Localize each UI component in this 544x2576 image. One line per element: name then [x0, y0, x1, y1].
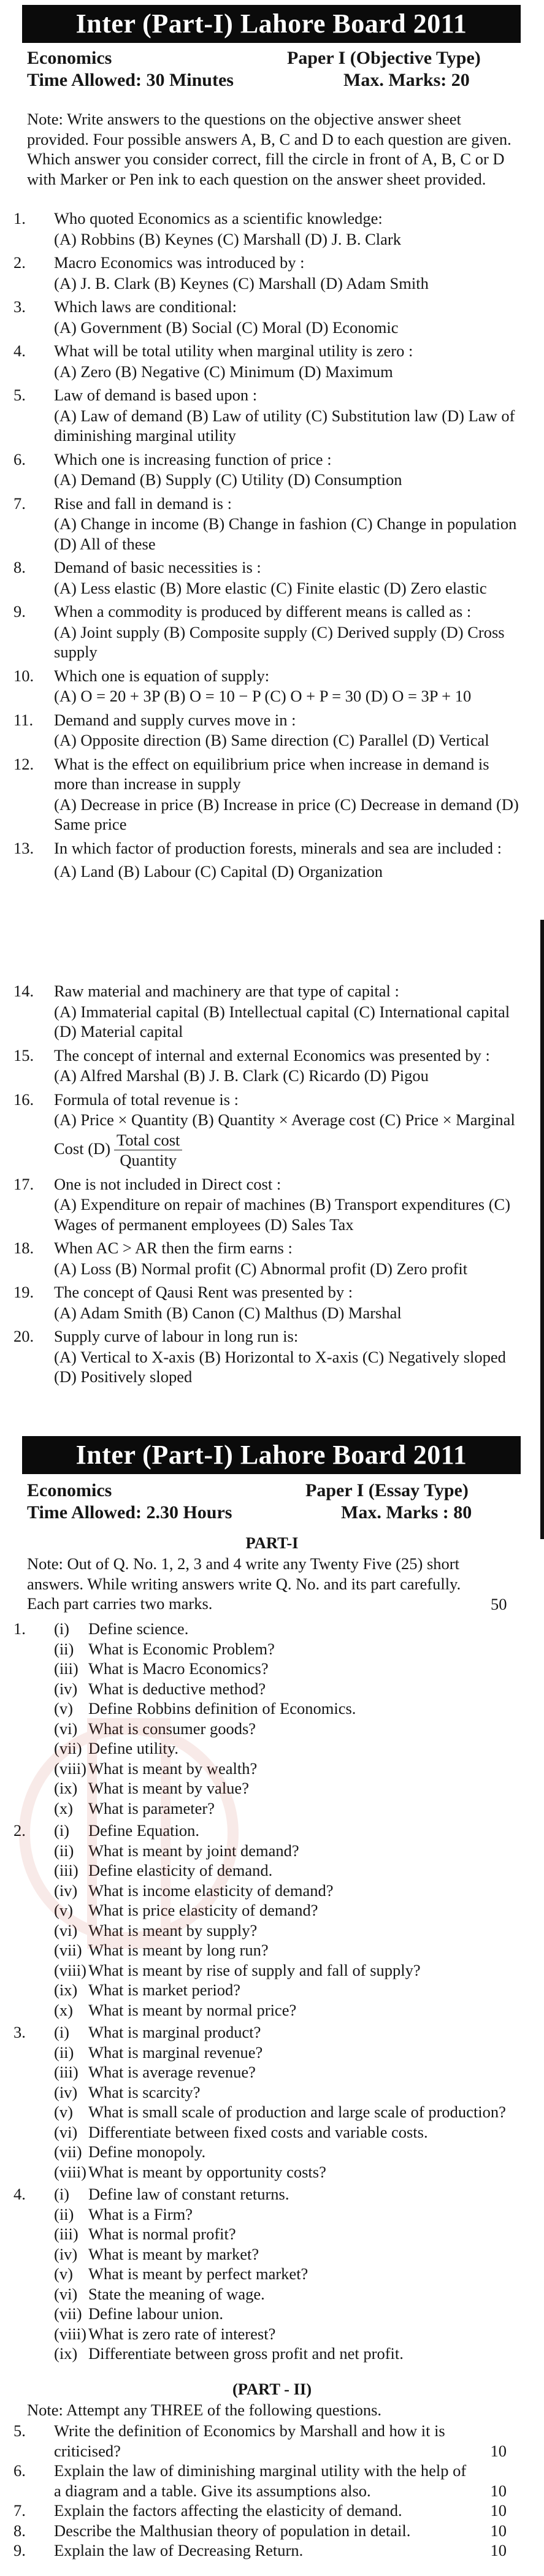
long-question-marks: 10	[490, 2441, 507, 2460]
short-question-part	[54, 2244, 519, 2265]
mcq-number: 15.	[13, 1045, 34, 1064]
long-question-number: 7.	[13, 2501, 26, 2520]
paper1-subject: Economics	[27, 48, 112, 68]
mcq-options	[54, 622, 519, 662]
mcq-options	[54, 686, 519, 706]
long-question-text: Explain the law of diminishing marginal utility with the help of a diagram and a table. Give its assumptions also.	[54, 2461, 467, 2500]
part-text: Define elasticity of demand.	[88, 1861, 273, 1879]
mcq-item	[10, 1090, 519, 1171]
mcq-options-text: (A) O = 20 + 3P (B) O = 10 − P (C) O + P = 30 (D) O = 3P + 10	[54, 687, 472, 705]
mcq-options	[54, 1066, 519, 1086]
part2-note: Note: Attempt any THREE of the following questions.	[27, 2401, 382, 2419]
mcq-options-text: (A) Law of demand (B) Law of utility (C) Substitution law (D) Law of diminishing marginal utility	[54, 406, 515, 445]
short-question-group	[10, 2184, 519, 2364]
part-text: What is zero rate of interest?	[88, 2324, 276, 2343]
part-text: Define science.	[88, 1619, 189, 1638]
mcq-item	[10, 1282, 519, 1323]
mcq-item	[10, 1326, 519, 1387]
mcq-number: 9.	[13, 602, 26, 621]
mcq-number: 18.	[13, 1239, 34, 1257]
part-number: (ix)	[54, 1779, 78, 1797]
mcq-options	[54, 1110, 519, 1171]
part-number: (vii)	[54, 1739, 82, 1757]
part-number: (vii)	[54, 1941, 82, 1959]
part-text: What is meant by joint demand?	[88, 1841, 299, 1860]
part-text: What is meant by opportunity costs?	[88, 2162, 326, 2181]
mcq-number: 3.	[13, 297, 26, 316]
part-number: (v)	[54, 2103, 73, 2121]
part-number: (x)	[54, 2000, 73, 2019]
part-number: (vi)	[54, 1719, 78, 1738]
mcq-options-text: (A) Decrease in price (B) Increase in price (C) Decrease in demand (D) Same price	[54, 795, 519, 833]
part-number: (iv)	[54, 2082, 78, 2101]
part-number: (iv)	[54, 2244, 78, 2263]
part-number: (vi)	[54, 2122, 78, 2141]
fraction-denominator: Quantity	[120, 1151, 177, 1169]
part-text: What is income elasticity of demand?	[88, 1881, 334, 1900]
mcq-item	[10, 838, 519, 858]
part-text: What is Macro Economics?	[88, 1659, 269, 1678]
part-text: What is meant by perfect market?	[88, 2265, 308, 2283]
mcq-question: Rise and fall in demand is :	[54, 494, 232, 513]
part-number: (viii)	[54, 1960, 86, 1979]
short-question-part	[54, 2264, 519, 2284]
paper1-paper-type: Paper I (Objective Type)	[287, 48, 481, 68]
long-question	[10, 2421, 519, 2461]
long-question-marks: 10	[490, 2501, 507, 2520]
mcq-item	[10, 557, 519, 598]
part-text: What is consumer goods?	[88, 1719, 256, 1738]
part-text: What is scarcity?	[88, 2082, 201, 2101]
paper2-time: Time Allowed: 2.30 Hours	[27, 1502, 232, 1523]
mcq-question: Who quoted Economics as a scientific knowledge:	[54, 209, 383, 227]
long-question-marks: 10	[490, 2481, 507, 2500]
mcq-item	[10, 1045, 519, 1086]
part-number: (i)	[54, 1821, 70, 1840]
mcq-question: Which one is equation of supply:	[54, 666, 270, 685]
short-question-number: 2.	[13, 1821, 26, 1840]
mcq-options-text: (A) Alfred Marshal (B) J. B. Clark (C) Ricardo (D) Pigou	[54, 1066, 429, 1085]
mcq-question: Macro Economics was introduced by :	[54, 253, 305, 272]
mcq-question: What is the effect on equilibrium price when increase in demand is more than increase in supply	[54, 754, 489, 793]
part-text: What is price elasticity of demand?	[88, 1901, 318, 1919]
short-question-part	[54, 2304, 519, 2324]
mcq-question: In which factor of production forests, minerals and sea are included :	[54, 838, 502, 857]
short-question-part	[54, 2324, 519, 2344]
page-edge-line	[540, 920, 544, 1539]
part-number: (v)	[54, 1699, 73, 1718]
mcq-options	[54, 406, 519, 446]
part-text: State the meaning of wage.	[88, 2284, 265, 2303]
part-text: What is meant by normal price?	[88, 2000, 297, 2019]
long-question	[10, 2461, 519, 2501]
part-number: (i)	[54, 2185, 70, 2203]
paper1-banner: Inter (Part-I) Lahore Board 2011	[22, 5, 521, 43]
part-text: Define Equation.	[88, 1821, 200, 1840]
long-question-number: 5.	[13, 2421, 26, 2440]
part-text: What is meant by long run?	[88, 1941, 269, 1959]
part1-marks: 50	[491, 1595, 507, 1613]
part-number: (ii)	[54, 1841, 74, 1860]
mcq-item	[10, 494, 519, 554]
part-text: What is normal profit?	[88, 2225, 236, 2243]
paper1-time: Time Allowed: 30 Minutes	[27, 70, 234, 90]
part-text: What is deductive method?	[88, 1679, 266, 1698]
mcq-options-text: (A) Adam Smith (B) Canon (C) Malthus (D) Marshal	[54, 1303, 402, 1322]
long-question	[10, 2501, 519, 2521]
mcq-item	[10, 710, 519, 751]
watermark-logo	[18, 1570, 239, 2097]
mcq-options	[54, 273, 519, 294]
mcq-question: Demand and supply curves move in :	[54, 710, 296, 729]
part-number: (v)	[54, 2265, 73, 2283]
part-text: Define Robbins definition of Economics.	[88, 1699, 356, 1718]
mcq-options-text: (A) Expenditure on repair of machines (B) Transport expenditures (C) Wages of permanent employees (D) Sales Tax	[54, 1195, 511, 1234]
part-text: What is meant by market?	[88, 2244, 259, 2263]
part-number: (iii)	[54, 1659, 79, 1678]
short-question-part	[54, 2284, 519, 2304]
part-text: What is meant by supply?	[88, 1921, 258, 1940]
mcq-item	[10, 297, 519, 337]
short-question-part	[54, 2344, 519, 2364]
part-number: (iv)	[54, 1679, 78, 1698]
mcq-options-text: (A) Price × Quantity (B) Quantity × Average cost (C) Price × Marginal Cost (D)	[54, 1110, 515, 1158]
long-question-text: Write the definition of Economics by Marshall and how it is criticised?	[54, 2421, 445, 2460]
mcq-options-text: (A) Loss (B) Normal profit (C) Abnormal profit (D) Zero profit	[54, 1259, 468, 1278]
part1-title: PART-I	[245, 1534, 299, 1552]
mcq-item	[10, 449, 519, 490]
mcq-options	[54, 1347, 519, 1387]
part-number: (ii)	[54, 2204, 74, 2223]
mcq-item	[10, 341, 519, 381]
long-question-marks: 10	[490, 2541, 507, 2559]
mcq-options-text: (A) Zero (B) Negative (C) Minimum (D) Maximum	[54, 362, 393, 381]
mcq-question: Which laws are conditional:	[54, 297, 237, 316]
short-question-part	[54, 2122, 519, 2142]
part-text: Differentiate between fixed costs and variable costs.	[88, 2122, 428, 2141]
mcq-item	[10, 208, 519, 249]
part-text: What is Economic Problem?	[88, 1639, 275, 1658]
part-text: What is average revenue?	[88, 2063, 256, 2081]
part-text: Define utility.	[88, 1739, 178, 1757]
long-question-text: Describe the Malthusian theory of population in detail.	[54, 2521, 411, 2540]
mcq-number: 1.	[13, 209, 26, 227]
part-text: What is meant by rise of supply and fall of supply?	[88, 1960, 421, 1979]
mcq-number: 20.	[13, 1327, 34, 1345]
mcq-options	[54, 730, 519, 751]
part-number: (viii)	[54, 1759, 86, 1778]
mcq-number: 2.	[13, 253, 26, 272]
short-question-part	[54, 2204, 519, 2225]
mcq-number: 16.	[13, 1090, 34, 1109]
short-question-part	[54, 2162, 519, 2182]
part-text: What is marginal product?	[88, 2023, 261, 2041]
mcq-number: 6.	[13, 449, 26, 468]
mcq-question: When AC > AR then the firm earns :	[54, 1239, 293, 1257]
part-number: (iii)	[54, 1861, 79, 1879]
long-question	[10, 2521, 519, 2541]
part-number: (viii)	[54, 2162, 86, 2181]
mcq-question: Raw material and machinery are that type of capital :	[54, 982, 399, 1000]
objective-questions-part-a	[10, 208, 519, 885]
mcq-number: 4.	[13, 342, 26, 360]
part-number: (iv)	[54, 1881, 78, 1900]
mcq-item	[10, 385, 519, 446]
short-question-part	[54, 2102, 519, 2122]
short-question-number: 1.	[13, 1619, 26, 1638]
paper2-banner: Inter (Part-I) Lahore Board 2011	[22, 1436, 521, 1474]
mcq-options-text: (A) Demand (B) Supply (C) Utility (D) Consumption	[54, 470, 402, 489]
mcq-options	[54, 1194, 519, 1234]
mcq-options	[54, 578, 519, 598]
part-text: Define monopoly.	[88, 2142, 206, 2161]
part-number: (v)	[54, 1901, 73, 1919]
mcq-options	[54, 1303, 519, 1323]
part-number: (vi)	[54, 2284, 78, 2303]
mcq-item	[10, 981, 519, 1042]
mcq-number: 12.	[13, 754, 34, 773]
mcq-number: 13.	[13, 838, 34, 857]
long-question-number: 9.	[13, 2541, 26, 2559]
paper2-paper-type: Paper I (Essay Type)	[305, 1480, 469, 1500]
mcq-number: 5.	[13, 386, 26, 404]
part1-note: Note: Out of Q. No. 1, 2, 3 and 4 write any Twenty Five (25) short answers. While writing answers write Q. No. and its part carefully. Each part carries two marks.	[27, 1554, 461, 1613]
short-question-number: 3.	[13, 2023, 26, 2041]
mcq-number: 10.	[13, 666, 34, 685]
paper2-subject: Economics	[27, 1480, 112, 1500]
mcq-question: Law of demand is based upon :	[54, 386, 258, 404]
mcq-item	[10, 754, 519, 835]
part-number: (x)	[54, 1798, 73, 1817]
part-number: (i)	[54, 2023, 70, 2041]
short-question-part	[54, 2224, 519, 2244]
part-number: (ii)	[54, 1639, 74, 1658]
part-number: (vii)	[54, 2304, 82, 2323]
mcq-options-text: (A) J. B. Clark (B) Keynes (C) Marshall (D) Adam Smith	[54, 273, 429, 292]
part-text: Define law of constant returns.	[88, 2185, 289, 2203]
short-question-part	[54, 2142, 519, 2162]
mcq-options	[54, 1002, 519, 1042]
mcq-options	[54, 514, 519, 554]
short-question-number: 4.	[13, 2185, 26, 2203]
part-text: What is meant by wealth?	[88, 1759, 258, 1778]
part-text: What is meant by value?	[88, 1779, 249, 1797]
mcq-options	[54, 318, 519, 338]
long-questions	[10, 2421, 519, 2561]
part-number: (iii)	[54, 2063, 79, 2081]
mcq-question: The concept of Qausi Rent was presented by :	[54, 1283, 353, 1301]
mcq-question: The concept of internal and external Economics was presented by :	[54, 1045, 490, 1064]
part-text: Differentiate between gross profit and net profit.	[88, 2344, 404, 2363]
part-text: What is parameter?	[88, 1798, 215, 1817]
part-number: (ix)	[54, 2344, 78, 2363]
mcq-options	[54, 1259, 519, 1279]
part-text: What is a Firm?	[88, 2204, 193, 2223]
mcq-item	[10, 862, 519, 882]
part-number: (ii)	[54, 2043, 74, 2062]
total-revenue-fraction	[114, 1130, 182, 1171]
mcq-options-text: (A) Immaterial capital (B) Intellectual capital (C) International capital (D) Material capital	[54, 1002, 510, 1041]
mcq-options-text: (A) Robbins (B) Keynes (C) Marshall (D) J. B. Clark	[54, 229, 401, 248]
mcq-question: One is not included in Direct cost :	[54, 1174, 282, 1193]
mcq-number: 19.	[13, 1283, 34, 1301]
mcq-number: 14.	[13, 982, 34, 1000]
part-text: Define labour union.	[88, 2304, 224, 2323]
long-question	[10, 2540, 519, 2561]
part2-title: (PART - II)	[232, 2380, 312, 2398]
mcq-options-text: (A) Opposite direction (B) Same direction (C) Parallel (D) Vertical	[54, 731, 489, 749]
mcq-options-text: (A) Land (B) Labour (C) Capital (D) Organization	[54, 862, 383, 881]
part-number: (vi)	[54, 1921, 78, 1940]
part-text: What is small scale of production and large scale of production?	[88, 2103, 506, 2121]
part-text: What is marginal revenue?	[88, 2043, 263, 2062]
part-text: What is market period?	[88, 1981, 240, 1999]
mcq-question: Supply curve of labour in long run is:	[54, 1327, 299, 1345]
mcq-options-text: (A) Less elastic (B) More elastic (C) Finite elastic (D) Zero elastic	[54, 578, 487, 597]
mcq-number: 11.	[13, 710, 34, 729]
objective-questions-part-b	[10, 981, 519, 1391]
mcq-question: Demand of basic necessities is :	[54, 558, 261, 576]
long-question-text: Explain the law of Decreasing Return.	[54, 2541, 304, 2559]
paper2-marks: Max. Marks : 80	[341, 1502, 472, 1523]
long-question-text: Explain the factors affecting the elasticity of demand.	[54, 2501, 402, 2520]
long-question-number: 8.	[13, 2521, 26, 2540]
part-number: (ix)	[54, 1981, 78, 1999]
mcq-number: 17.	[13, 1174, 34, 1193]
long-question-marks: 10	[490, 2521, 507, 2540]
mcq-question: Formula of total revenue is :	[54, 1090, 239, 1109]
mcq-options-text: (A) Vertical to X-axis (B) Horizontal to X-axis (C) Negatively sloped (D) Positively sloped	[54, 1347, 506, 1386]
mcq-options	[54, 362, 519, 382]
mcq-item	[10, 666, 519, 706]
mcq-options	[54, 795, 519, 835]
short-question-part	[54, 2184, 519, 2204]
part-number: (i)	[54, 1619, 70, 1638]
fraction-numerator: Total cost	[114, 1130, 182, 1151]
mcq-options	[54, 470, 519, 490]
mcq-options	[54, 229, 519, 250]
paper1-marks: Max. Marks: 20	[343, 70, 470, 90]
part-number: (vii)	[54, 2142, 82, 2161]
mcq-options	[54, 862, 519, 882]
mcq-item	[10, 602, 519, 662]
paper1-note: Note: Write answers to the questions on the objective answer sheet provided. Four possible answers A, B, C and D to each question are given. Which answer you consider correct, fill the circle in front of A, B, C or D with Marker or Pen ink to each question on the answer sheet provided.	[27, 110, 511, 188]
mcq-number: 7.	[13, 494, 26, 513]
mcq-question: Which one is increasing function of price :	[54, 449, 332, 468]
part-number: (iii)	[54, 2225, 79, 2243]
mcq-question: When a commodity is produced by different means is called as :	[54, 602, 472, 621]
mcq-question: What will be total utility when marginal utility is zero :	[54, 342, 413, 360]
mcq-number: 8.	[13, 558, 26, 576]
mcq-options-text: (A) Change in income (B) Change in fashion (C) Change in population (D) All of these	[54, 514, 517, 553]
long-question-number: 6.	[13, 2461, 26, 2480]
part-number: (viii)	[54, 2324, 86, 2343]
mcq-item	[10, 1238, 519, 1278]
mcq-options-text: (A) Government (B) Social (C) Moral (D) Economic	[54, 318, 399, 337]
mcq-item	[10, 253, 519, 293]
mcq-item	[10, 1174, 519, 1235]
mcq-options-text: (A) Joint supply (B) Composite supply (C) Derived supply (D) Cross supply	[54, 622, 505, 661]
